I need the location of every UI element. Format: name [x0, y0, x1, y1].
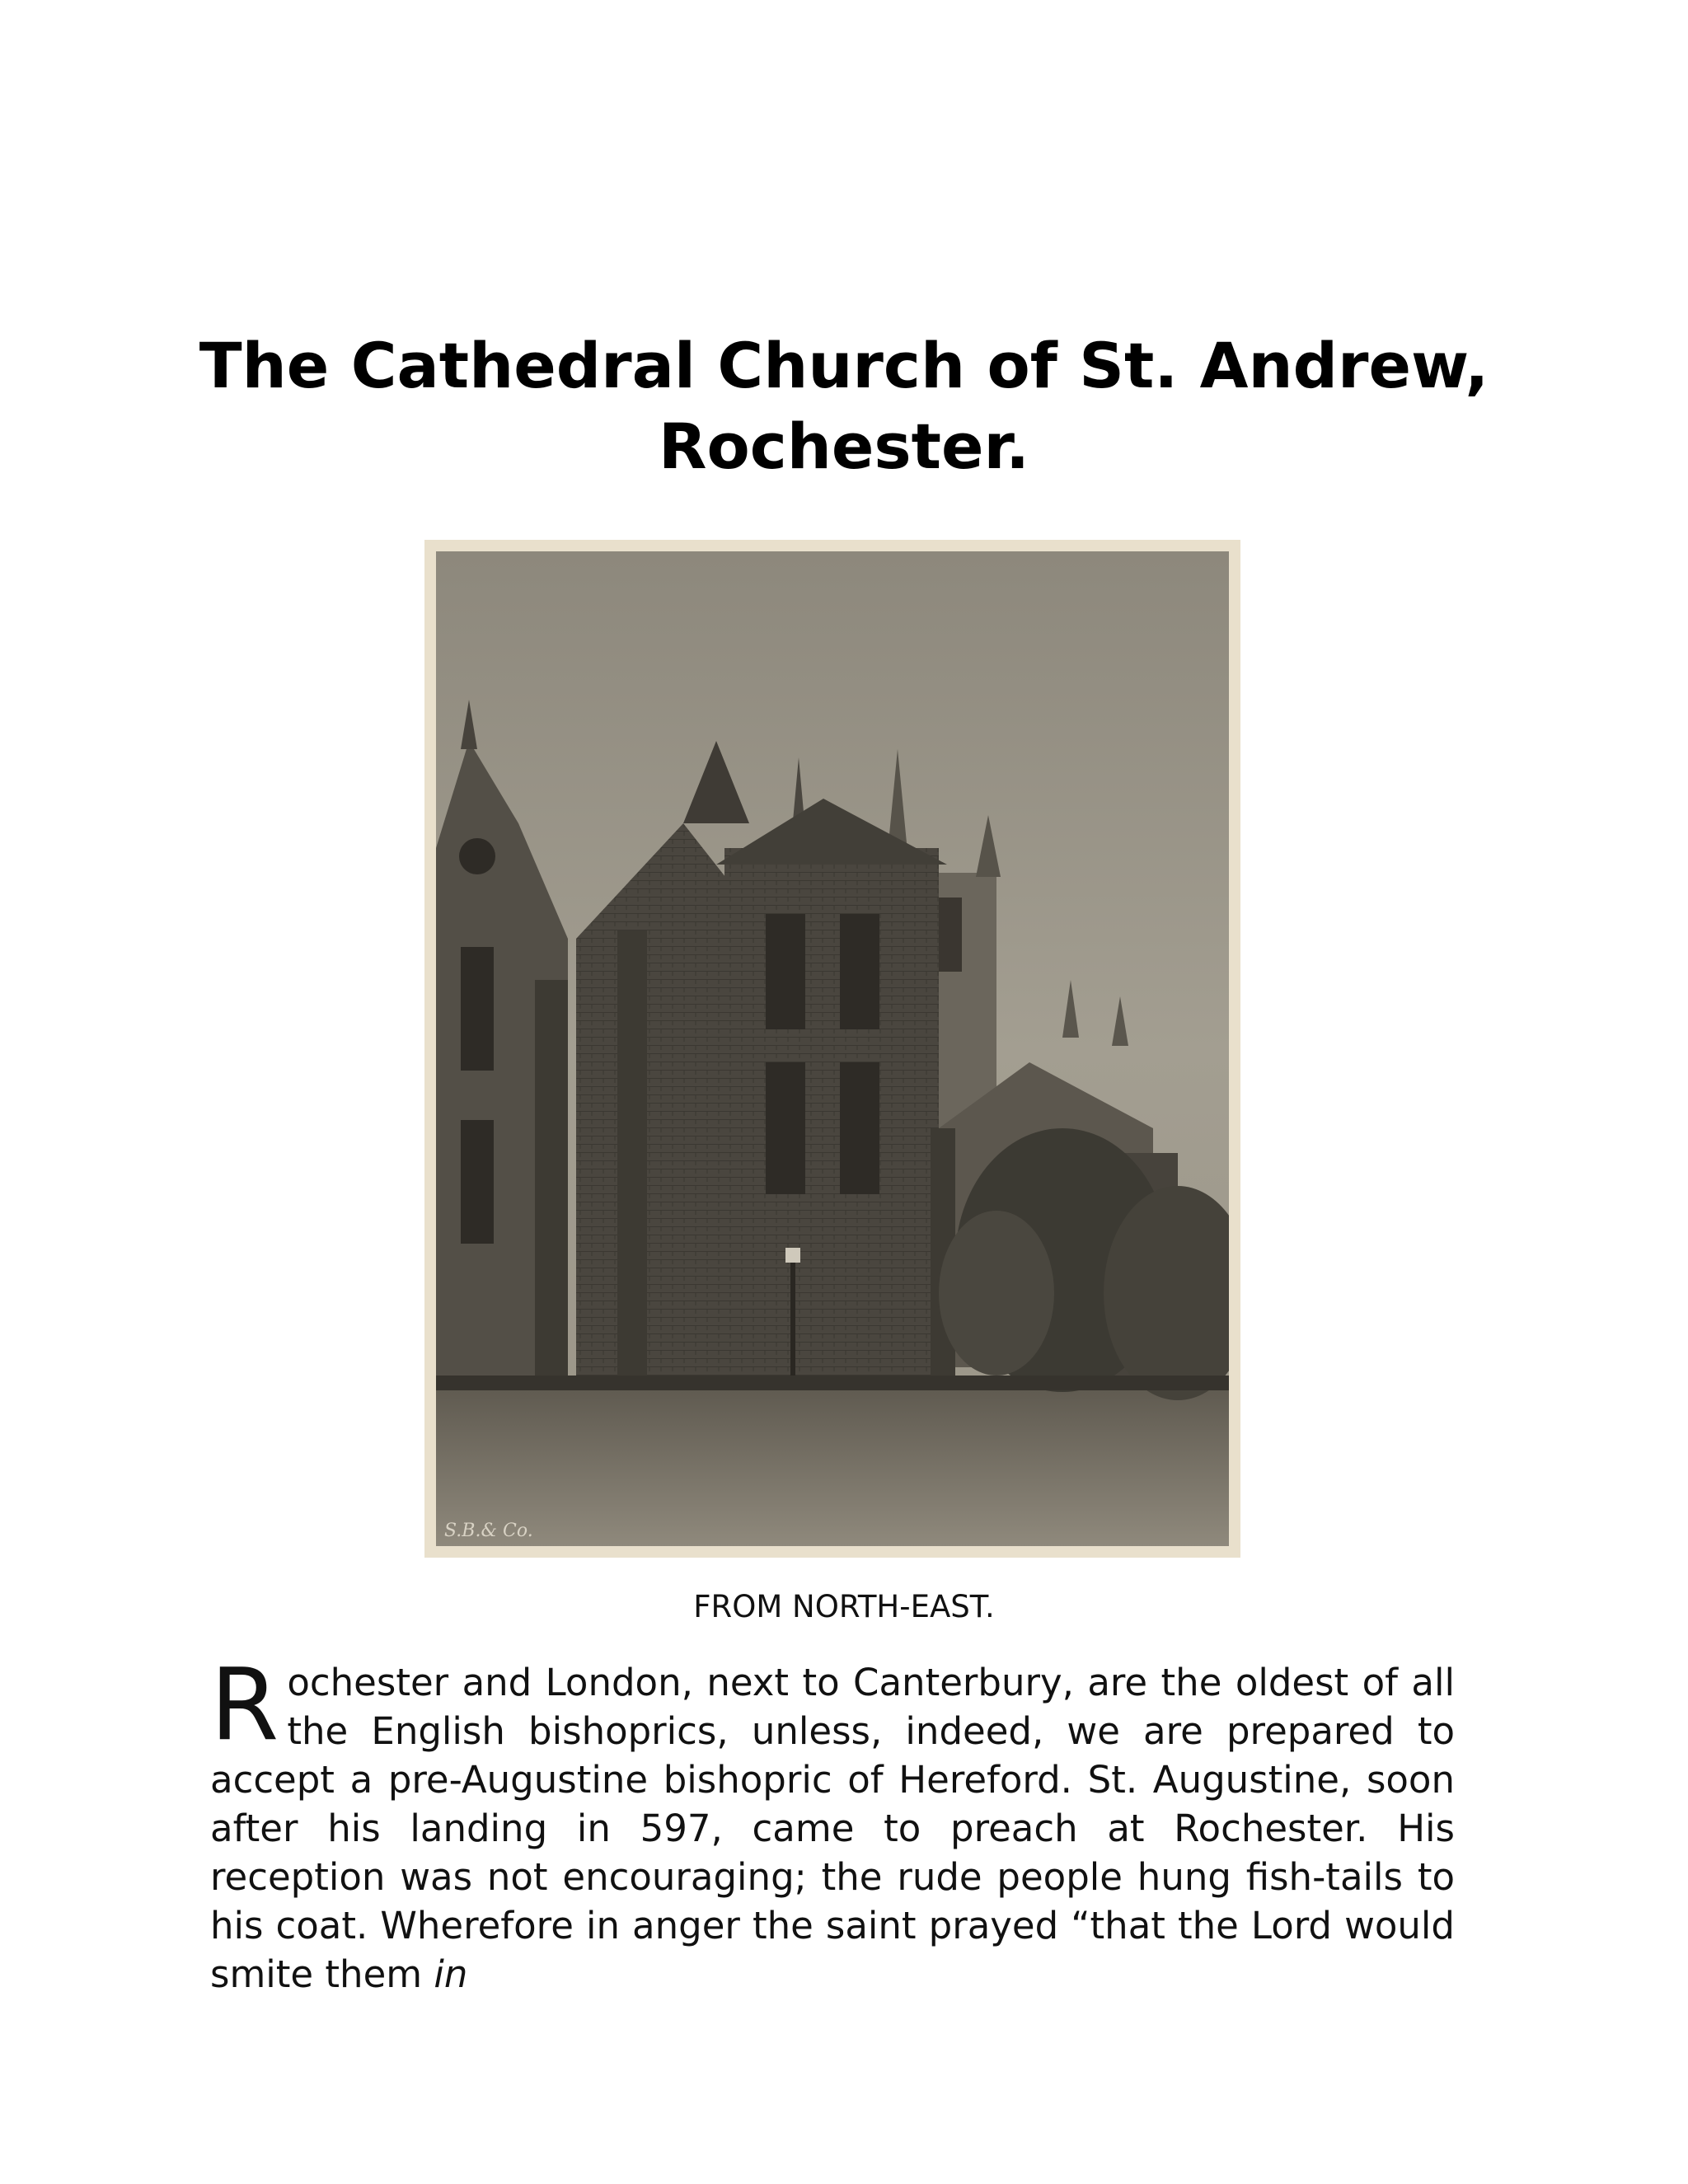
title-line-2: Rochester. — [658, 410, 1030, 483]
drop-cap: R — [210, 1648, 279, 1763]
engraver-mark: S.B.& Co. — [444, 1521, 533, 1541]
lamp-post — [790, 1260, 795, 1384]
title-line-1: The Cathedral Church of St. Andrew, — [199, 329, 1489, 402]
paragraph-italic: in — [434, 1952, 468, 1996]
body-paragraph — [210, 1648, 1455, 1999]
cathedral-illustration — [424, 540, 1240, 1558]
page-title — [165, 326, 1523, 487]
paragraph-text: ochester and London, next to Canterbury, are the oldest of all the English bishoprics, unless, indeed, we are prepared to accept a pre-Augustine bishopric of Hereford. St. Augustine, soon after his landing in 597, came to preach at Rochester. His reception was not encouraging; the rude people hung fish-tails to his coat. Wherefore in anger the saint prayed “that the Lord would smite them — [210, 1661, 1455, 1996]
figure-caption: FROM NORTH-EAST. — [693, 1589, 995, 1624]
cathedral-engraving — [436, 551, 1229, 1546]
